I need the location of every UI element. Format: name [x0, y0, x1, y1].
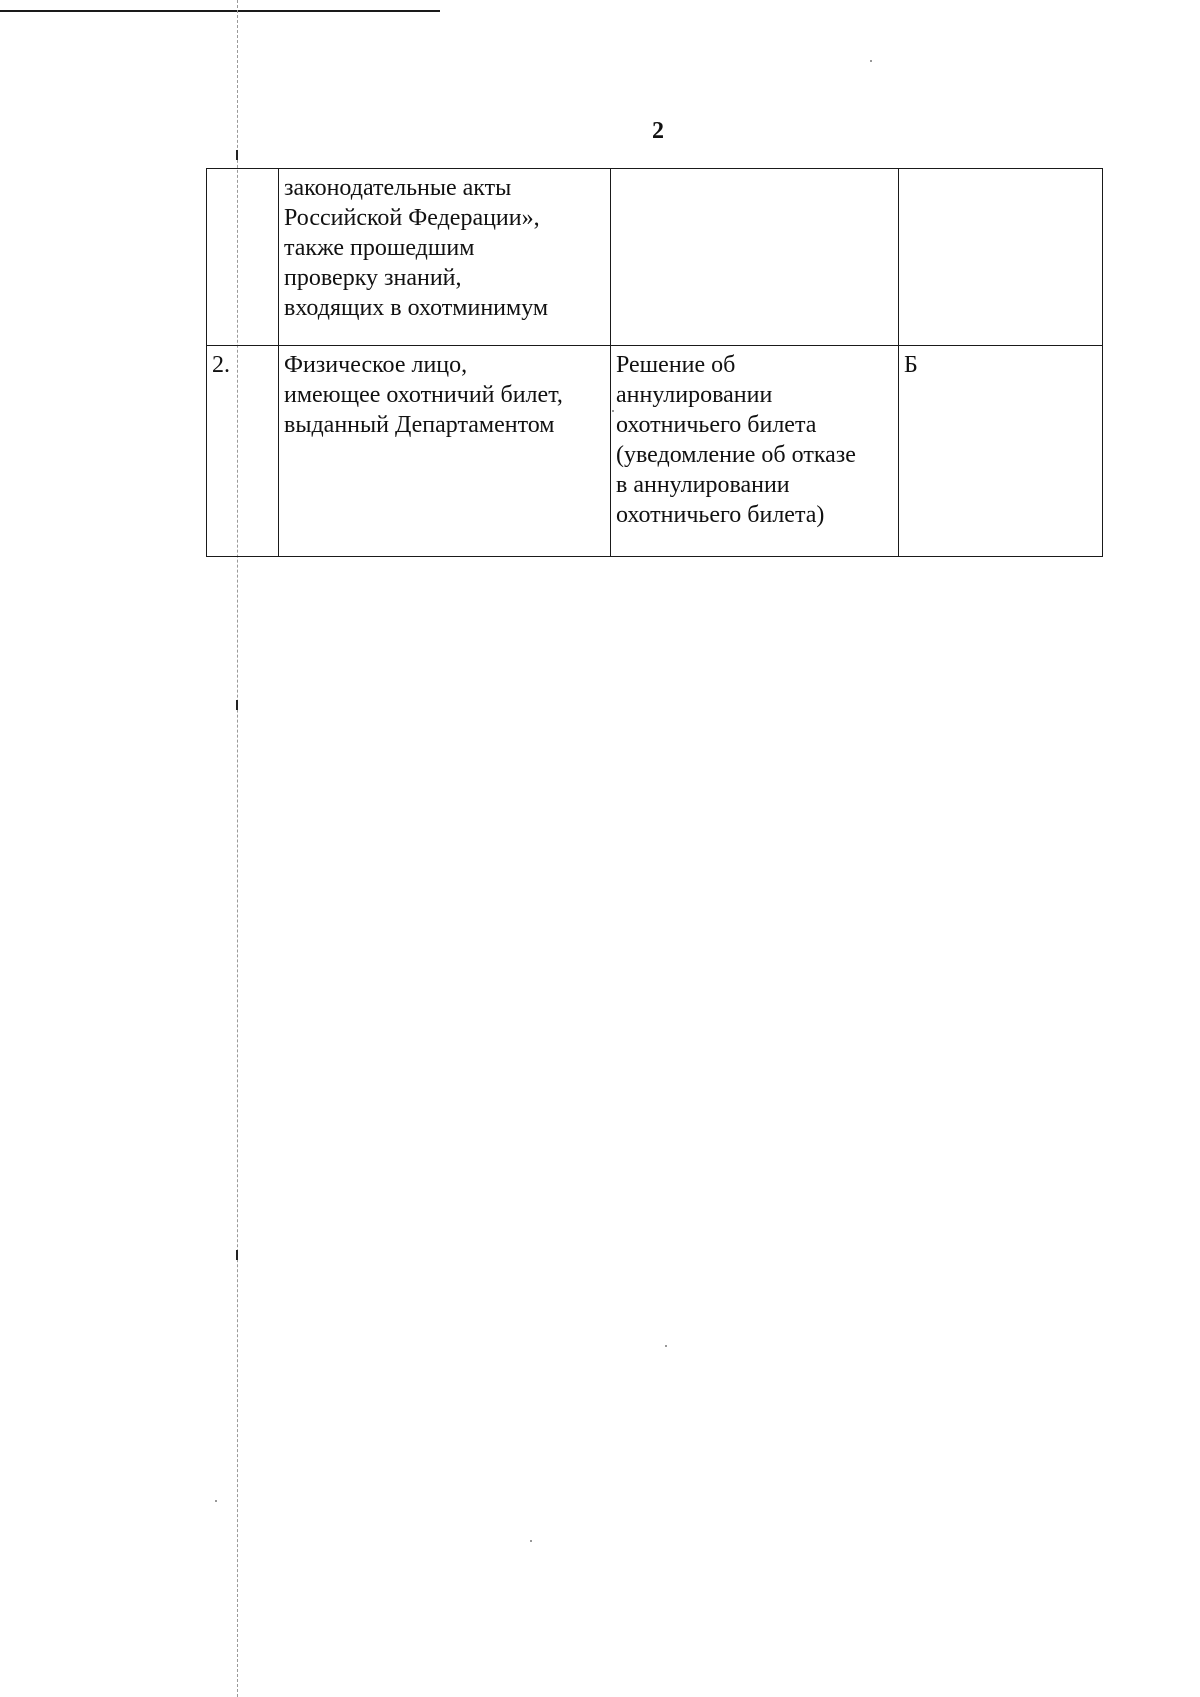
code-text: Б: [904, 352, 918, 378]
page-number: 2: [652, 118, 664, 144]
margin-tick: [236, 150, 238, 160]
applicant-text: законодательные акты Российской Федерации», также прошедшим проверку знаний, входящих в охотминимум: [284, 175, 549, 321]
margin-tick: [236, 1250, 238, 1260]
margin-tick: [236, 700, 238, 710]
code-cell: [899, 346, 1103, 557]
applicant-text: Физическое лицо, имеющее охотничий билет, выданный Департаментом: [284, 352, 563, 438]
scan-speck: [665, 1345, 667, 1347]
result-cell: [611, 169, 899, 346]
scan-speck: [215, 1500, 217, 1502]
result-cell: [611, 346, 899, 557]
scan-speck: [870, 60, 872, 62]
applicant-cell: [279, 346, 611, 557]
document-table: [206, 168, 1103, 557]
code-cell: [899, 169, 1103, 346]
row-number-cell: [207, 169, 279, 346]
row-number-cell: [207, 346, 279, 557]
applicant-cell: [279, 169, 611, 346]
scan-speck: [612, 410, 614, 412]
top-rule: [0, 10, 440, 12]
table-row: [207, 346, 1103, 557]
scan-speck: [530, 1540, 532, 1542]
row-number: 2.: [212, 352, 230, 378]
table-row: [207, 169, 1103, 346]
result-text: Решение об аннулировании охотничьего билета (уведомление об отказе в аннулировании охотничьего билета): [616, 352, 856, 528]
